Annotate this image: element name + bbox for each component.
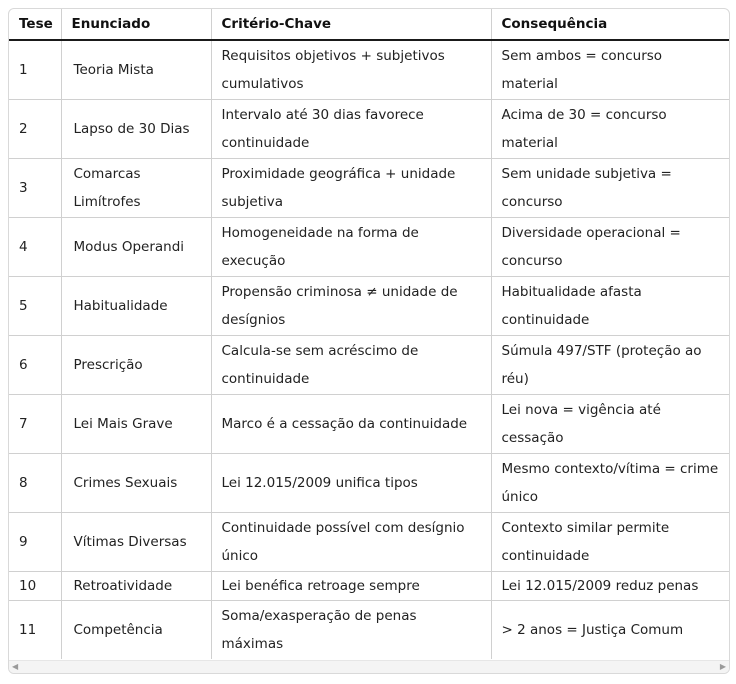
cell-enunciado: Lei Mais Grave — [61, 395, 211, 454]
cell-enunciado: Crimes Sexuais — [61, 454, 211, 513]
cell-enunciado: Retroatividade — [61, 572, 211, 601]
cell-criterio: Proximidade geográfica + unidade subjetiva — [211, 159, 491, 218]
header-enunciado: Enunciado — [61, 9, 211, 40]
table-row — [9, 572, 730, 601]
cell-tese: 10 — [9, 572, 61, 601]
table-row — [9, 277, 730, 336]
cell-consequencia: Lei nova = vigência até cessação — [491, 395, 730, 454]
cell-consequencia: Lei 12.015/2009 reduz penas — [491, 572, 730, 601]
cell-consequencia: Acima de 30 = concurso material — [491, 100, 730, 159]
cell-consequencia: Sem ambos = concurso material — [491, 40, 730, 100]
cell-consequencia: Diversidade operacional = concurso — [491, 218, 730, 277]
theses-table-container — [8, 8, 730, 674]
header-tese: Tese — [9, 9, 61, 40]
scroll-right-icon[interactable]: ▶ — [719, 662, 726, 671]
header-consequencia: Consequência — [491, 9, 730, 40]
cell-tese: 2 — [9, 100, 61, 159]
cell-tese: 6 — [9, 336, 61, 395]
cell-criterio: Propensão criminosa ≠ unidade de desígnios — [211, 277, 491, 336]
cell-criterio: Intervalo até 30 dias favorece continuidade — [211, 100, 491, 159]
horizontal-scrollbar[interactable] — [9, 660, 729, 673]
cell-enunciado: Prescrição — [61, 336, 211, 395]
cell-enunciado: Habitualidade — [61, 277, 211, 336]
header-criterio-chave: Critério-Chave — [211, 9, 491, 40]
table-header-row — [9, 9, 730, 40]
cell-consequencia: > 2 anos = Justiça Comum — [501, 622, 684, 638]
cell-criterio: Calcula-se sem acréscimo de continuidade — [211, 336, 491, 395]
cell-enunciado: Comarcas Limítrofes — [61, 159, 211, 218]
cell-criterio: Requisitos objetivos + subjetivos cumulativos — [211, 40, 491, 100]
table-row — [9, 218, 730, 277]
cell-consequencia: Sem unidade subjetiva = concurso — [491, 159, 730, 218]
table-row — [9, 513, 730, 572]
cell-enunciado: Vítimas Diversas — [61, 513, 211, 572]
cell-enunciado: Modus Operandi — [61, 218, 211, 277]
cell-tese: 4 — [9, 218, 61, 277]
cell-criterio: Lei 12.015/2009 unifica tipos — [211, 454, 491, 513]
cell-tese: 3 — [9, 159, 61, 218]
cell-tese: 5 — [9, 277, 61, 336]
cell-consequencia: Habitualidade afasta continuidade — [491, 277, 730, 336]
cell-criterio: Soma/exasperação de penas máximas — [211, 601, 491, 660]
scroll-left-icon[interactable]: ◀ — [12, 662, 19, 671]
table-row — [9, 159, 730, 218]
cell-criterio: Homogeneidade na forma de execução — [211, 218, 491, 277]
cell-consequencia: Contexto similar permite continuidade — [491, 513, 730, 572]
cell-tese: 8 — [9, 454, 61, 513]
cell-enunciado: Competência — [61, 601, 211, 660]
cell-enunciado: Lapso de 30 Dias — [61, 100, 211, 159]
table-row — [9, 336, 730, 395]
table-row — [9, 395, 730, 454]
cell-consequencia: Súmula 497/STF (proteção ao réu) — [491, 336, 730, 395]
cell-tese: 7 — [9, 395, 61, 454]
cell-enunciado: Teoria Mista — [61, 40, 211, 100]
cell-criterio: Marco é a cessação da continuidade — [211, 395, 491, 454]
table-row — [9, 40, 730, 100]
cell-tese: 1 — [9, 40, 61, 100]
cell-tese: 9 — [9, 513, 61, 572]
table-row — [9, 601, 730, 660]
table-row — [9, 100, 730, 159]
cell-criterio: Continuidade possível com desígnio único — [211, 513, 491, 572]
cell-criterio: Lei benéfica retroage sempre — [211, 572, 491, 601]
cell-tese: 11 — [9, 601, 61, 660]
theses-table — [9, 9, 730, 659]
cell-consequencia: Mesmo contexto/vítima = crime único — [491, 454, 730, 513]
table-row — [9, 454, 730, 513]
